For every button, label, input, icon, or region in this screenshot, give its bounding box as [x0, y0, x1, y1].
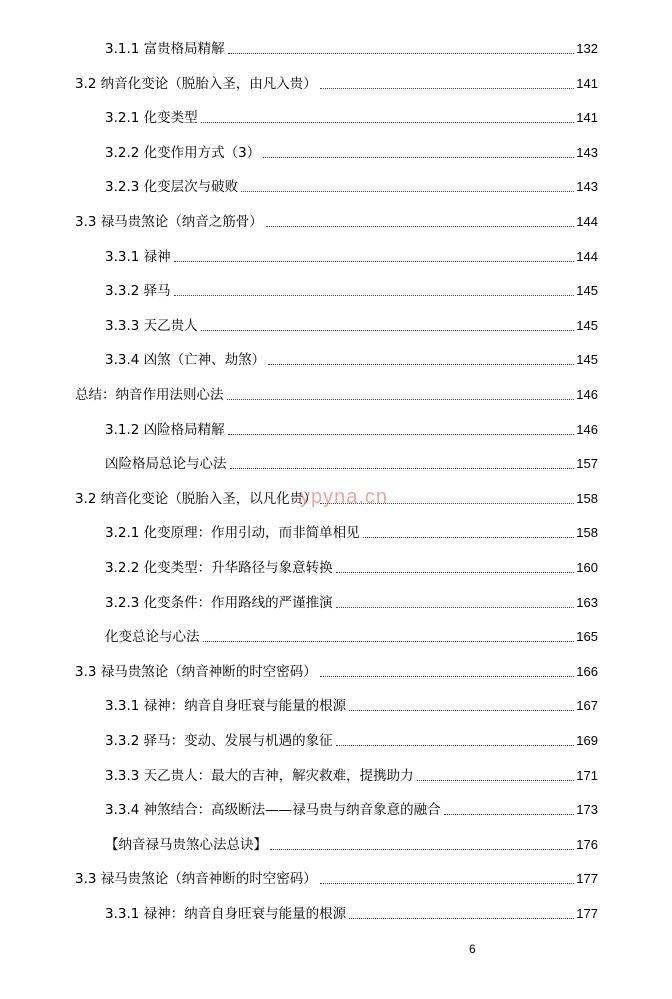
toc-entry[interactable]	[0, 591, 598, 613]
toc-leader-dots	[320, 883, 575, 884]
toc-entry-label: 3.3.1 禄神：纳音自身旺衰与能量的根源	[105, 906, 347, 922]
toc-entry[interactable]	[0, 487, 598, 509]
toc-entry[interactable]	[0, 210, 598, 232]
toc-leader-dots	[228, 53, 575, 54]
toc-entry-page: 166	[576, 663, 598, 679]
toc-entry-page: 165	[576, 629, 598, 645]
toc-entry-page: 132	[576, 41, 598, 56]
toc-leader-dots	[201, 122, 575, 123]
toc-leader-dots	[241, 191, 574, 192]
toc-entry-page: 177	[576, 906, 598, 921]
toc-entry[interactable]	[0, 452, 598, 474]
toc-entry-label: 3.2.2 化变作用方式（3）	[105, 144, 261, 161]
toc-entry-page: 169	[576, 733, 598, 748]
toc-leader-dots	[201, 330, 575, 331]
toc-leader-dots	[349, 918, 574, 919]
toc-entry[interactable]	[0, 141, 598, 163]
toc-entry-page: 143	[576, 179, 598, 195]
toc-entry-label: 3.3.2 驿马：变动、发展与机遇的象征	[105, 733, 333, 749]
toc-entry-page: 144	[576, 214, 598, 229]
toc-entry[interactable]	[0, 106, 598, 128]
toc-entry[interactable]	[0, 314, 598, 336]
toc-entry[interactable]	[0, 72, 598, 94]
toc-entry[interactable]	[0, 279, 598, 301]
toc-entry-page: 145	[576, 352, 598, 368]
toc-entry[interactable]	[0, 521, 598, 543]
toc-entry-page: 177	[576, 871, 598, 887]
toc-entry-label: 3.2.1 化变原理：作用引动，而非简单相见	[105, 525, 360, 542]
toc-leader-dots	[349, 710, 574, 711]
toc-entry-page: 176	[576, 836, 598, 852]
toc-entry-label: 3.3 禄马贵煞论（纳音神断的时空密码）	[75, 871, 317, 888]
toc-entry-label: 3.3.3 天乙贵人：最大的吉神，解灾救难，提携助力	[105, 767, 414, 784]
toc-entry[interactable]	[0, 729, 598, 751]
toc-entry-label: 化变总论与心法	[105, 629, 200, 646]
toc-entry[interactable]	[0, 37, 598, 59]
toc-entry[interactable]	[0, 625, 598, 647]
toc-entry-page: 141	[576, 75, 598, 91]
toc-entry[interactable]	[0, 764, 598, 786]
toc-entry-label: 3.2.3 化变条件：作用路线的严谨推演	[105, 594, 333, 611]
toc-entry-label: 3.1.1 富贵格局精解	[105, 41, 225, 57]
page-number: 6	[469, 942, 476, 956]
toc-leader-dots	[174, 261, 575, 262]
toc-entry-label: 总结：纳音作用法则心法	[75, 387, 224, 403]
toc-leader-dots	[174, 295, 575, 296]
toc-entry-label: 3.2.3 化变层次与破败	[105, 179, 239, 196]
toc-leader-dots	[228, 434, 575, 435]
toc-entry-page: 145	[576, 283, 598, 299]
toc-entry-page: 158	[576, 525, 598, 541]
toc-leader-dots	[336, 572, 575, 573]
toc-entry-label: 3.2.1 化变类型	[105, 110, 198, 127]
toc-entry-label: 3.3.1 禄神：纳音自身旺衰与能量的根源	[105, 698, 347, 715]
toc-entry-page: 173	[576, 802, 598, 818]
toc-leader-dots	[263, 157, 574, 158]
toc-entry-label: 3.3 禄马贵煞论（纳音之筋骨）	[75, 214, 263, 230]
toc-entry-page: 146	[576, 421, 598, 437]
toc-leader-dots	[363, 537, 575, 538]
toc-leader-dots	[336, 607, 575, 608]
toc-entry-label: 【纳音禄马贵煞心法总诀】	[105, 836, 267, 853]
toc-entry-label: 3.3.2 驿马	[105, 283, 171, 300]
toc-entry-label: 3.3.3 天乙贵人	[105, 317, 198, 334]
toc-entry[interactable]	[0, 245, 598, 267]
toc-leader-dots	[227, 399, 575, 400]
toc-entry-page: 141	[576, 110, 598, 126]
toc-entry[interactable]	[0, 694, 598, 716]
toc-leader-dots	[417, 780, 575, 781]
toc-entry[interactable]	[0, 175, 598, 197]
toc-leader-dots	[320, 88, 575, 89]
toc-leader-dots	[320, 676, 575, 677]
toc-entry-label: 3.3 禄马贵煞论（纳音神断的时空密码）	[75, 663, 317, 680]
watermark: ypyna.cn	[300, 486, 389, 508]
toc-entry-page: 167	[576, 698, 598, 714]
toc-entry-label: 3.2 纳音化变论（脱胎入圣，以凡化贵）	[75, 490, 317, 507]
toc-entry-page: 143	[576, 144, 598, 160]
toc-entry[interactable]	[0, 383, 598, 405]
toc-leader-dots	[444, 814, 575, 815]
toc-entry-label: 凶险格局总论与心法	[105, 456, 227, 473]
toc-leader-dots	[230, 468, 575, 469]
toc-entry[interactable]	[0, 867, 598, 889]
toc-entry[interactable]	[0, 556, 598, 578]
toc-entry-page: 163	[576, 594, 598, 610]
toc-entry-page: 146	[576, 387, 598, 402]
toc-entry[interactable]	[0, 902, 598, 924]
toc-entry[interactable]	[0, 660, 598, 682]
toc-entry-label: 3.3.4 凶煞（亡神、劫煞）	[105, 352, 266, 369]
toc-entry-page: 160	[576, 560, 598, 575]
toc-entry[interactable]	[0, 798, 598, 820]
toc-entry-label: 3.2.2 化变类型：升华路径与象意转换	[105, 560, 333, 576]
toc-leader-dots	[336, 745, 575, 746]
toc-entry-page: 157	[576, 456, 598, 472]
toc-entry[interactable]	[0, 833, 598, 855]
toc-entry-page: 144	[576, 248, 598, 264]
toc-entry-label: 3.3.4 神煞结合：高级断法——禄马贵与纳音象意的融合	[105, 802, 441, 819]
toc-entry-page: 171	[576, 767, 598, 783]
toc-entry[interactable]	[0, 418, 598, 440]
toc-leader-dots	[268, 364, 574, 365]
toc-entry-page: 158	[576, 490, 598, 506]
toc-entry[interactable]	[0, 348, 598, 370]
toc-leader-dots	[270, 849, 574, 850]
toc-entry-label: 3.3.1 禄神	[105, 248, 171, 265]
toc-entry-label: 3.1.2 凶险格局精解	[105, 421, 225, 438]
toc-leader-dots	[266, 226, 575, 227]
toc-leader-dots	[203, 641, 575, 642]
toc-entry-label: 3.2 纳音化变论（脱胎入圣，由凡入贵）	[75, 75, 317, 92]
toc-entry-page: 145	[576, 317, 598, 333]
